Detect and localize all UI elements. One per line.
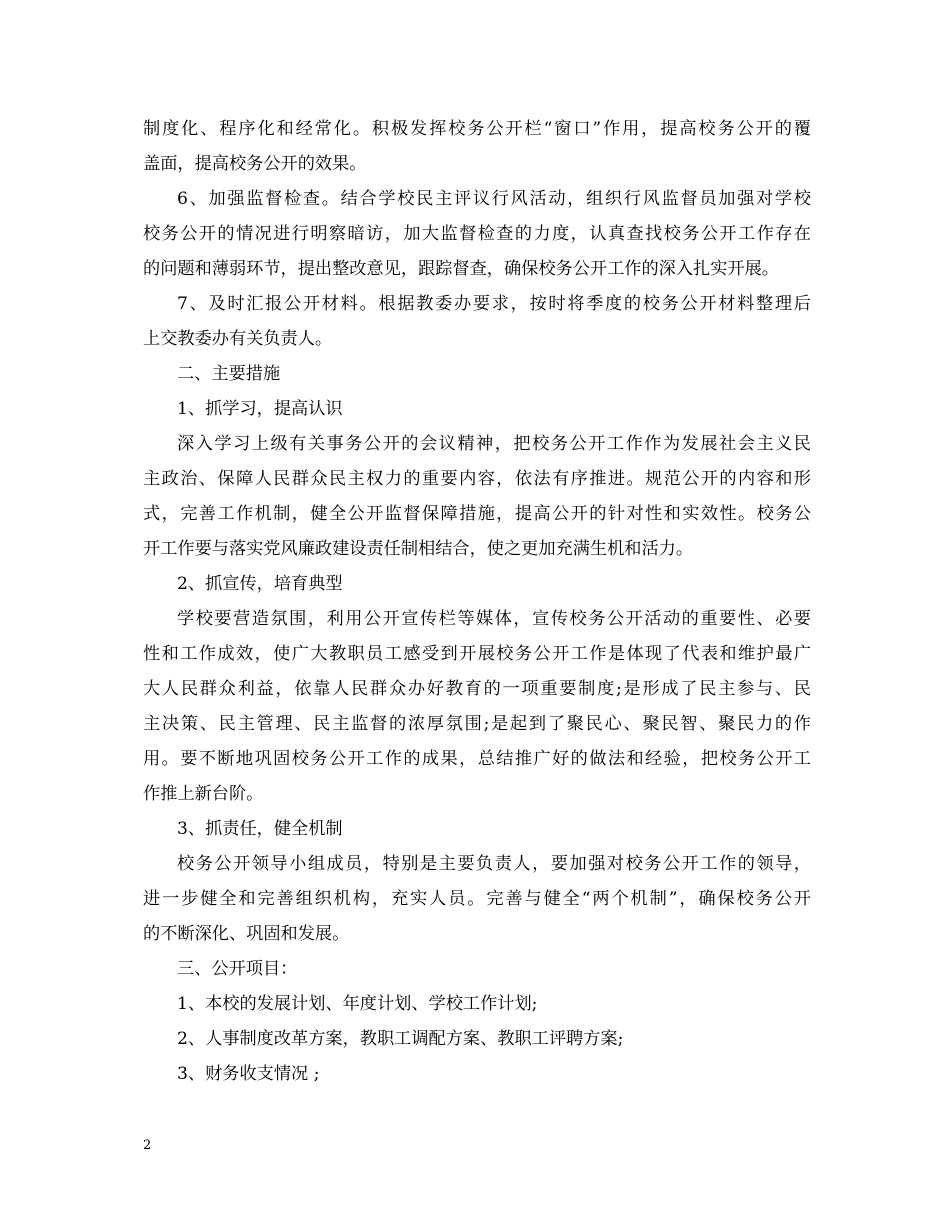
text-line: 1、抓学习，提高认识 (177, 399, 343, 419)
text-line: 2、人事制度改革方案，教职工调配方案、教职工评聘方案; (177, 1029, 624, 1049)
text-line: 的问题和薄弱环节，提出整改意见，跟踪督查，确保校务公开工作的深入扎实开展。 (143, 259, 779, 279)
text-line: 校务公开领导小组成员，特别是主要负责人，要加强对校务公开工作的领导， (177, 854, 811, 874)
document-body (143, 112, 811, 1092)
text-line: 作推上新台阶。 (143, 784, 264, 804)
text-line: 3、抓责任，健全机制 (177, 819, 343, 839)
text-line: 校务公开的情况进行明察暗访，加大监督检查的力度，认真查找校务公开工作存在 (143, 224, 811, 244)
text-line: 主决策、民主管理、民主监督的浓厚氛围;是起到了聚民心、聚民智、聚民力的作 (143, 714, 811, 734)
text-line: 制度化、程序化和经常化。积极发挥校务公开栏“窗口”作用，提高校务公开的覆 (143, 119, 811, 139)
text-line: 式，完善工作机制，健全公开监督保障措施，提高公开的针对性和实效性。校务公 (143, 504, 811, 524)
text-line: 开工作要与落实党风廉政建设责任制相结合，使之更加充满生机和活力。 (143, 539, 694, 559)
text-line: 深入学习上级有关事务公开的会议精神，把校务公开工作作为发展社会主义民 (177, 434, 811, 454)
text-line: 2、抓宣传，培育典型 (177, 574, 343, 594)
text-line: 性和工作成效，使广大教职员工感受到开展校务公开工作是体现了代表和维护最广 (143, 644, 811, 664)
text-line: 盖面，提高校务公开的效果。 (143, 154, 367, 174)
text-line: 6、加强监督检查。结合学校民主评议行风活动，组织行风监督员加强对学校 (177, 189, 811, 209)
text-line: 二、主要措施 (177, 364, 281, 384)
text-line: 进一步健全和完善组织机构，充实人员。完善与健全“两个机制”，确保校务公开 (143, 889, 811, 909)
text-line: 主政治、保障人民群众民主权力的重要内容，依法有序推进。规范公开的内容和形 (143, 469, 811, 489)
text-line: 7、及时汇报公开材料。根据教委办要求，按时将季度的校务公开材料整理后 (177, 294, 811, 314)
text-line: 的不断深化、巩固和发展。 (143, 924, 350, 944)
text-line: 三、公开项目： (177, 959, 298, 979)
text-line: 上交教委办有关负责人。 (143, 329, 333, 349)
page-number: 2 (143, 1138, 152, 1153)
text-line: 学校要营造氛围，利用公开宣传栏等媒体，宣传校务公开活动的重要性、必要 (177, 609, 811, 629)
text-line: 用。要不断地巩固校务公开工作的成果，总结推广好的做法和经验，把校务公开工 (143, 749, 811, 769)
text-line: 3、财务收支情况 ; (177, 1064, 320, 1084)
text-line: 1、本校的发展计划、年度计划、学校工作计划; (177, 994, 538, 1014)
text-line: 大人民群众利益，依靠人民群众办好教育的一项重要制度;是形成了民主参与、民 (143, 679, 811, 699)
